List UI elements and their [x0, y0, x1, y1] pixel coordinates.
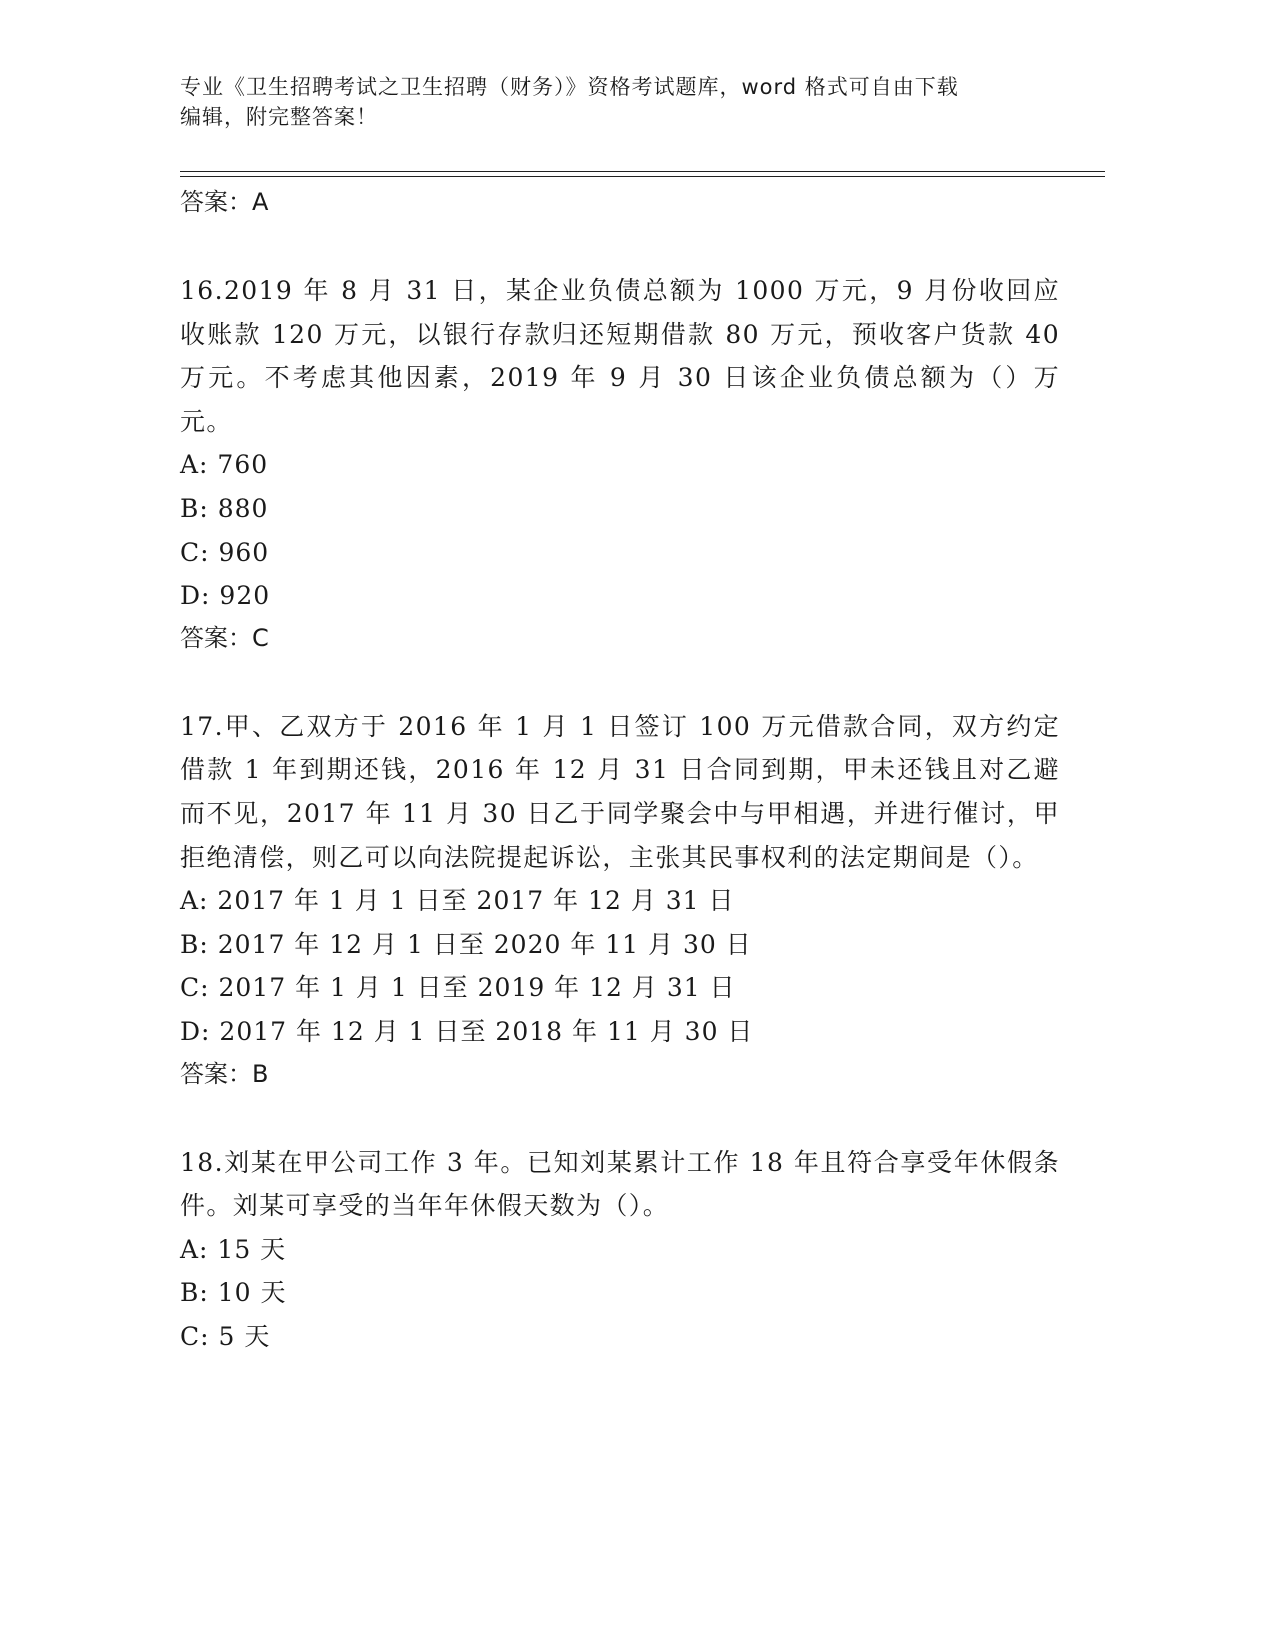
question-block	[180, 705, 1060, 1094]
option-d: D: 920	[180, 581, 271, 611]
answer-line: 答案：C	[180, 623, 269, 652]
spacer	[180, 658, 1060, 705]
option-c: C: 960	[180, 537, 270, 567]
option-a: A: 760	[180, 450, 269, 480]
header-line-2: 编辑，附完整答案！	[180, 105, 378, 129]
document-header	[180, 72, 1060, 132]
option-c: C: 5 天	[180, 1321, 271, 1351]
answer-line: 答案：B	[180, 1059, 269, 1088]
question-list	[180, 182, 1060, 1358]
spacer	[180, 222, 1060, 269]
option-b: B: 10 天	[180, 1278, 287, 1308]
header-line-1: 专业《卫生招聘考试之卫生招聘（财务）》资格考试题库，word 格式可自由下载	[180, 75, 959, 99]
question-text: 16.2019 年 8 月 31 日，某企业负债总额为 1000 万元，9 月份收回应收账款 120 万元，以银行存款归还短期借款 80 万元，预收客户货款 40 万元。不考虑其他因素，2019 年 9 月 30 日该企业负债总额为（）万元。	[180, 276, 1060, 436]
option-a: A: 15 天	[180, 1234, 287, 1264]
question-text: 18.刘某在甲公司工作 3 年。已知刘某累计工作 18 年且符合享受年休假条件。刘某可享受的当年年休假天数为（）。	[180, 1147, 1060, 1221]
question-block	[180, 269, 1060, 658]
option-b: B: 880	[180, 493, 269, 523]
header-divider-top	[180, 171, 1105, 172]
option-c: C: 2017 年 1 月 1 日至 2019 年 12 月 31 日	[180, 973, 736, 1003]
option-b: B: 2017 年 12 月 1 日至 2020 年 11 月 30 日	[180, 929, 752, 959]
question-text: 17.甲、乙双方于 2016 年 1 月 1 日签订 100 万元借款合同，双方约定借款 1 年到期还钱，2016 年 12 月 31 日合同到期，甲未还钱且对乙避而不见，2017 年 11 月 30 日乙于同学聚会中与甲相遇，并进行催讨，甲拒绝清偿，则乙可以向法院提起诉讼，主张其民事权利的法定期间是（）。	[180, 711, 1060, 872]
option-d: D: 2017 年 12 月 1 日至 2018 年 11 月 30 日	[180, 1016, 754, 1046]
question-block	[180, 1141, 1060, 1359]
answer-line: 答案：A	[180, 188, 269, 216]
header-divider-bottom	[180, 176, 1105, 177]
spacer	[180, 1094, 1060, 1141]
option-a: A: 2017 年 1 月 1 日至 2017 年 12 月 31 日	[180, 886, 735, 916]
